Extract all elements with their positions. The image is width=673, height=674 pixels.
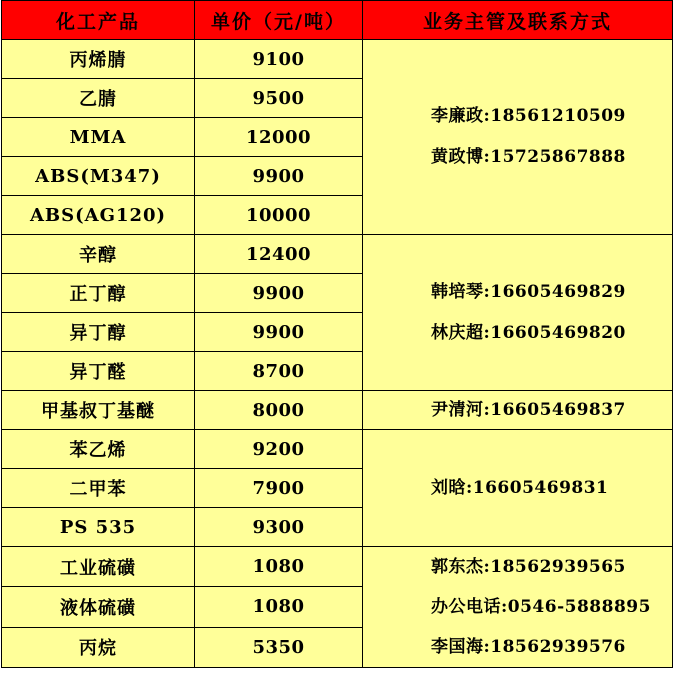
contact-line: 尹清河:16605469837 — [431, 400, 626, 420]
product-name: ABS(M347) — [2, 157, 195, 196]
product-price: 1080 — [195, 587, 363, 627]
table-row — [2, 391, 673, 430]
product-name: 丙烯腈 — [2, 40, 195, 79]
contact-cell — [363, 391, 673, 430]
product-price: 1080 — [195, 547, 363, 587]
header-contact: 业务主管及联系方式 — [363, 1, 673, 40]
product-price: 12400 — [195, 235, 363, 274]
product-name: 乙腈 — [2, 79, 195, 118]
product-name: 工业硫磺 — [2, 547, 195, 587]
table-row — [2, 235, 673, 274]
product-price: 8700 — [195, 352, 363, 391]
contact-line: 郭东杰:18562939565 — [431, 557, 626, 577]
price-table — [1, 0, 673, 668]
contact-cell — [363, 430, 673, 547]
product-name: MMA — [2, 118, 195, 157]
contact-cell — [363, 40, 673, 235]
contact-line: 林庆超:16605469820 — [431, 322, 626, 343]
product-price: 7900 — [195, 469, 363, 508]
product-name: 异丁醇 — [2, 313, 195, 352]
contact-line: 李国海:18562939576 — [431, 637, 626, 657]
header-price: 单价（元/吨） — [195, 1, 363, 40]
product-price: 5350 — [195, 627, 363, 667]
product-price: 9900 — [195, 157, 363, 196]
table-row — [2, 547, 673, 587]
product-name: ABS(AG120) — [2, 196, 195, 235]
product-price: 9100 — [195, 40, 363, 79]
product-name: 二甲苯 — [2, 469, 195, 508]
product-name: 正丁醇 — [2, 274, 195, 313]
product-name: 液体硫磺 — [2, 587, 195, 627]
contact-line: 刘晗:16605469831 — [431, 478, 609, 498]
product-name: 甲基叔丁基醚 — [2, 391, 195, 430]
product-price: 12000 — [195, 118, 363, 157]
product-price: 9300 — [195, 508, 363, 547]
product-name: PS 535 — [2, 508, 195, 547]
table-row — [2, 40, 673, 79]
product-name: 异丁醛 — [2, 352, 195, 391]
contact-cell — [363, 547, 673, 668]
product-price: 10000 — [195, 196, 363, 235]
product-name: 辛醇 — [2, 235, 195, 274]
product-price: 9200 — [195, 430, 363, 469]
product-price: 9900 — [195, 274, 363, 313]
product-name: 丙烷 — [2, 627, 195, 667]
product-price: 8000 — [195, 391, 363, 430]
contact-line: 办公电话:0546-5888895 — [431, 597, 651, 617]
contact-line: 黄政博:15725867888 — [431, 147, 626, 167]
product-price: 9500 — [195, 79, 363, 118]
product-name: 苯乙烯 — [2, 430, 195, 469]
product-price: 9900 — [195, 313, 363, 352]
contact-cell — [363, 235, 673, 391]
contact-line: 韩培琴:16605469829 — [431, 281, 626, 302]
header-product: 化工产品 — [2, 1, 195, 40]
table-row — [2, 430, 673, 469]
header-row — [2, 1, 673, 40]
contact-line: 李廉政:18561210509 — [431, 106, 626, 126]
